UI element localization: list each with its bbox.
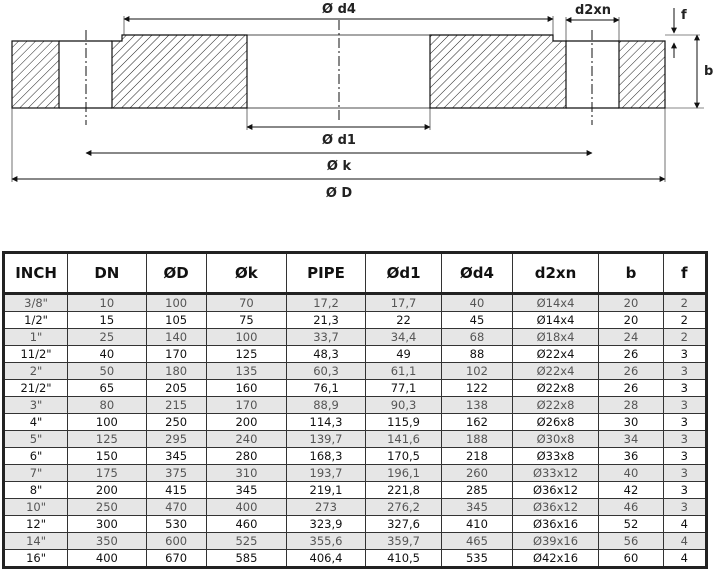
table-cell: 162 <box>442 414 512 431</box>
table-cell: 150 <box>68 448 147 465</box>
table-cell: 49 <box>365 346 442 363</box>
table-cell: 2 <box>663 294 706 312</box>
table-cell: 410,5 <box>365 550 442 568</box>
table-cell: 26 <box>599 380 663 397</box>
table-cell: 65 <box>68 380 147 397</box>
header-thickness-b: b <box>599 253 663 294</box>
table-cell: 3 <box>663 414 706 431</box>
table-cell: 56 <box>599 533 663 550</box>
table-cell: 48,3 <box>287 346 366 363</box>
table-cell: 600 <box>146 533 206 550</box>
table-cell: 200 <box>68 482 147 499</box>
table-cell: 26 <box>599 363 663 380</box>
table-cell: 125 <box>68 431 147 448</box>
label-D: Ø D <box>325 186 353 201</box>
table-cell: 3 <box>663 363 706 380</box>
table-cell: 115,9 <box>365 414 442 431</box>
table-cell: 470 <box>146 499 206 516</box>
table-cell: 218 <box>442 448 512 465</box>
table-cell: 17,7 <box>365 294 442 312</box>
table-cell: 135 <box>206 363 287 380</box>
table-cell: 10" <box>4 499 68 516</box>
table-cell: 45 <box>442 312 512 329</box>
table-cell: 1" <box>4 329 68 346</box>
table-cell: 102 <box>442 363 512 380</box>
table-cell: 3/8" <box>4 294 68 312</box>
table-row <box>4 448 707 465</box>
label-b: b <box>704 64 714 79</box>
table-cell: 530 <box>146 516 206 533</box>
table-cell: 3 <box>663 397 706 414</box>
table-cell: 359,7 <box>365 533 442 550</box>
label-k: Ø k <box>326 159 352 174</box>
dim-D <box>12 108 665 201</box>
table-cell: 250 <box>146 414 206 431</box>
table-cell: 350 <box>68 533 147 550</box>
table-cell: Ø39x16 <box>512 533 599 550</box>
left-rim-section <box>12 41 112 108</box>
table-cell: 34 <box>599 431 663 448</box>
table-cell: 525 <box>206 533 287 550</box>
table-cell: 273 <box>287 499 366 516</box>
table-cell: 4 <box>663 550 706 568</box>
table-cell: 40 <box>599 465 663 482</box>
header-dn: DN <box>68 253 147 294</box>
table-cell: 70 <box>206 294 287 312</box>
label-d1: Ø d1 <box>322 133 356 148</box>
table-cell: 196,1 <box>365 465 442 482</box>
table-cell: 125 <box>206 346 287 363</box>
dim-k <box>86 153 592 174</box>
table-cell: 24 <box>599 329 663 346</box>
label-f: f <box>681 8 687 23</box>
table-cell: 2 <box>663 329 706 346</box>
table-cell: 276,2 <box>365 499 442 516</box>
table-cell: Ø14x4 <box>512 294 599 312</box>
table-cell: 36 <box>599 448 663 465</box>
table-cell: 122 <box>442 380 512 397</box>
table-cell: 355,6 <box>287 533 366 550</box>
header-bore-d1: Ød1 <box>365 253 442 294</box>
header-holes-d2xn: d2xn <box>512 253 599 294</box>
table-cell: 221,8 <box>365 482 442 499</box>
table-cell: 10 <box>68 294 147 312</box>
table-cell: 160 <box>206 380 287 397</box>
header-raised-face-d4: Ød4 <box>442 253 512 294</box>
table-cell: Ø26x8 <box>512 414 599 431</box>
table-cell: 188 <box>442 431 512 448</box>
table-cell: 3 <box>663 431 706 448</box>
table-cell: 170 <box>146 346 206 363</box>
table-cell: 310 <box>206 465 287 482</box>
table-cell: 14" <box>4 533 68 550</box>
table-row <box>4 414 707 431</box>
header-bolt-circle: Øk <box>206 253 287 294</box>
table-cell: 300 <box>68 516 147 533</box>
table-cell: 60 <box>599 550 663 568</box>
table-row <box>4 329 707 346</box>
table-cell: Ø33x8 <box>512 448 599 465</box>
table-row <box>4 431 707 448</box>
table-cell: 16" <box>4 550 68 568</box>
table-cell: 3 <box>663 380 706 397</box>
table-cell: 26 <box>599 346 663 363</box>
table-cell: 1/2" <box>4 312 68 329</box>
table-row <box>4 397 707 414</box>
table-cell: 100 <box>68 414 147 431</box>
table-cell: 139,7 <box>287 431 366 448</box>
table-cell: 34,4 <box>365 329 442 346</box>
table-body <box>4 294 707 568</box>
table-cell: 68 <box>442 329 512 346</box>
table-cell: 17,2 <box>287 294 366 312</box>
right-rim-section <box>566 41 665 108</box>
table-cell: 465 <box>442 533 512 550</box>
table-cell: 168,3 <box>287 448 366 465</box>
table-cell: 40 <box>68 346 147 363</box>
table-cell: 105 <box>146 312 206 329</box>
table-cell: 327,6 <box>365 516 442 533</box>
table-cell: 415 <box>146 482 206 499</box>
table-cell: 138 <box>442 397 512 414</box>
table-cell: 400 <box>206 499 287 516</box>
table-cell: Ø42x16 <box>512 550 599 568</box>
table-row <box>4 346 707 363</box>
table-cell: 375 <box>146 465 206 482</box>
table-cell: 60,3 <box>287 363 366 380</box>
table-cell: 410 <box>442 516 512 533</box>
table-cell: 114,3 <box>287 414 366 431</box>
table-cell: 285 <box>442 482 512 499</box>
dim-d4 <box>124 2 553 35</box>
table-cell: 77,1 <box>365 380 442 397</box>
dim-b <box>665 35 713 108</box>
table-cell: 400 <box>68 550 147 568</box>
table-cell: 88,9 <box>287 397 366 414</box>
table-cell: 20 <box>599 312 663 329</box>
table-row <box>4 516 707 533</box>
table-cell: 4 <box>663 516 706 533</box>
table-row <box>4 380 707 397</box>
table-cell: 280 <box>206 448 287 465</box>
table-cell: Ø22x8 <box>512 380 599 397</box>
table-cell: 100 <box>146 294 206 312</box>
table-cell: 5" <box>4 431 68 448</box>
table-row <box>4 363 707 380</box>
table-cell: Ø22x4 <box>512 363 599 380</box>
table-cell: 3 <box>663 465 706 482</box>
table-cell: 345 <box>442 499 512 516</box>
table-cell: 3 <box>663 448 706 465</box>
table-cell: 61,1 <box>365 363 442 380</box>
table-cell: 76,1 <box>287 380 366 397</box>
table-cell: 40 <box>442 294 512 312</box>
table-cell: 205 <box>146 380 206 397</box>
table-cell: 100 <box>206 329 287 346</box>
table-cell: 170,5 <box>365 448 442 465</box>
table-cell: 215 <box>146 397 206 414</box>
table-cell: 193,7 <box>287 465 366 482</box>
flange-drawing <box>0 0 719 240</box>
table-cell: Ø14x4 <box>512 312 599 329</box>
table-cell: 175 <box>68 465 147 482</box>
table-cell: 345 <box>206 482 287 499</box>
table-row <box>4 312 707 329</box>
table-cell: Ø22x8 <box>512 397 599 414</box>
table-row <box>4 294 707 312</box>
table-cell: 170 <box>206 397 287 414</box>
table-header-row <box>4 253 707 294</box>
header-face-height-f: f <box>663 253 706 294</box>
table-cell: 4 <box>663 533 706 550</box>
table-cell: 460 <box>206 516 287 533</box>
table-cell: 15 <box>68 312 147 329</box>
table-cell: 295 <box>146 431 206 448</box>
table-row <box>4 465 707 482</box>
table-cell: 42 <box>599 482 663 499</box>
table-cell: 6" <box>4 448 68 465</box>
table-row <box>4 499 707 516</box>
table-cell: 3 <box>663 346 706 363</box>
table-cell: 46 <box>599 499 663 516</box>
table-cell: 20 <box>599 294 663 312</box>
table-cell: 75 <box>206 312 287 329</box>
table-cell: 33,7 <box>287 329 366 346</box>
table-cell: 535 <box>442 550 512 568</box>
table-cell: 2 <box>663 312 706 329</box>
table-cell: Ø18x4 <box>512 329 599 346</box>
table-cell: 670 <box>146 550 206 568</box>
table-cell: Ø36x16 <box>512 516 599 533</box>
table-cell: 240 <box>206 431 287 448</box>
table-cell: 8" <box>4 482 68 499</box>
table-cell: 88 <box>442 346 512 363</box>
table-cell: 260 <box>442 465 512 482</box>
table-cell: 200 <box>206 414 287 431</box>
table-cell: 22 <box>365 312 442 329</box>
table-row <box>4 550 707 568</box>
table-cell: 25 <box>68 329 147 346</box>
table-cell: 50 <box>68 363 147 380</box>
table-cell: 21/2" <box>4 380 68 397</box>
table-cell: 140 <box>146 329 206 346</box>
table-cell: 219,1 <box>287 482 366 499</box>
table-cell: Ø22x4 <box>512 346 599 363</box>
table-cell: 12" <box>4 516 68 533</box>
header-outer-diameter: ØD <box>146 253 206 294</box>
table-cell: 406,4 <box>287 550 366 568</box>
table-cell: 3 <box>663 482 706 499</box>
table-cell: 11/2" <box>4 346 68 363</box>
table-cell: 3" <box>4 397 68 414</box>
table-cell: 2" <box>4 363 68 380</box>
table-cell: 585 <box>206 550 287 568</box>
table-cell: 90,3 <box>365 397 442 414</box>
table-cell: 141,6 <box>365 431 442 448</box>
table-cell: 345 <box>146 448 206 465</box>
table-row <box>4 533 707 550</box>
table-cell: 28 <box>599 397 663 414</box>
table-cell: Ø33x12 <box>512 465 599 482</box>
table-row <box>4 482 707 499</box>
table-cell: 250 <box>68 499 147 516</box>
flange-dimensions-table <box>2 251 708 569</box>
dim-f <box>665 8 700 58</box>
table-cell: 4" <box>4 414 68 431</box>
right-hub-section <box>430 35 566 108</box>
table-cell: 30 <box>599 414 663 431</box>
table-cell: Ø30x8 <box>512 431 599 448</box>
table-cell: 323,9 <box>287 516 366 533</box>
header-inch: INCH <box>4 253 68 294</box>
table-cell: 7" <box>4 465 68 482</box>
table-cell: 180 <box>146 363 206 380</box>
table-cell: 80 <box>68 397 147 414</box>
left-hub-section <box>112 35 247 108</box>
label-d4: Ø d4 <box>322 2 356 17</box>
table-cell: 3 <box>663 499 706 516</box>
table-cell: 21,3 <box>287 312 366 329</box>
table-cell: 52 <box>599 516 663 533</box>
table-cell: Ø36x12 <box>512 482 599 499</box>
header-pipe: PIPE <box>287 253 366 294</box>
label-d2xn: d2xn <box>575 3 611 18</box>
table-cell: Ø36x12 <box>512 499 599 516</box>
